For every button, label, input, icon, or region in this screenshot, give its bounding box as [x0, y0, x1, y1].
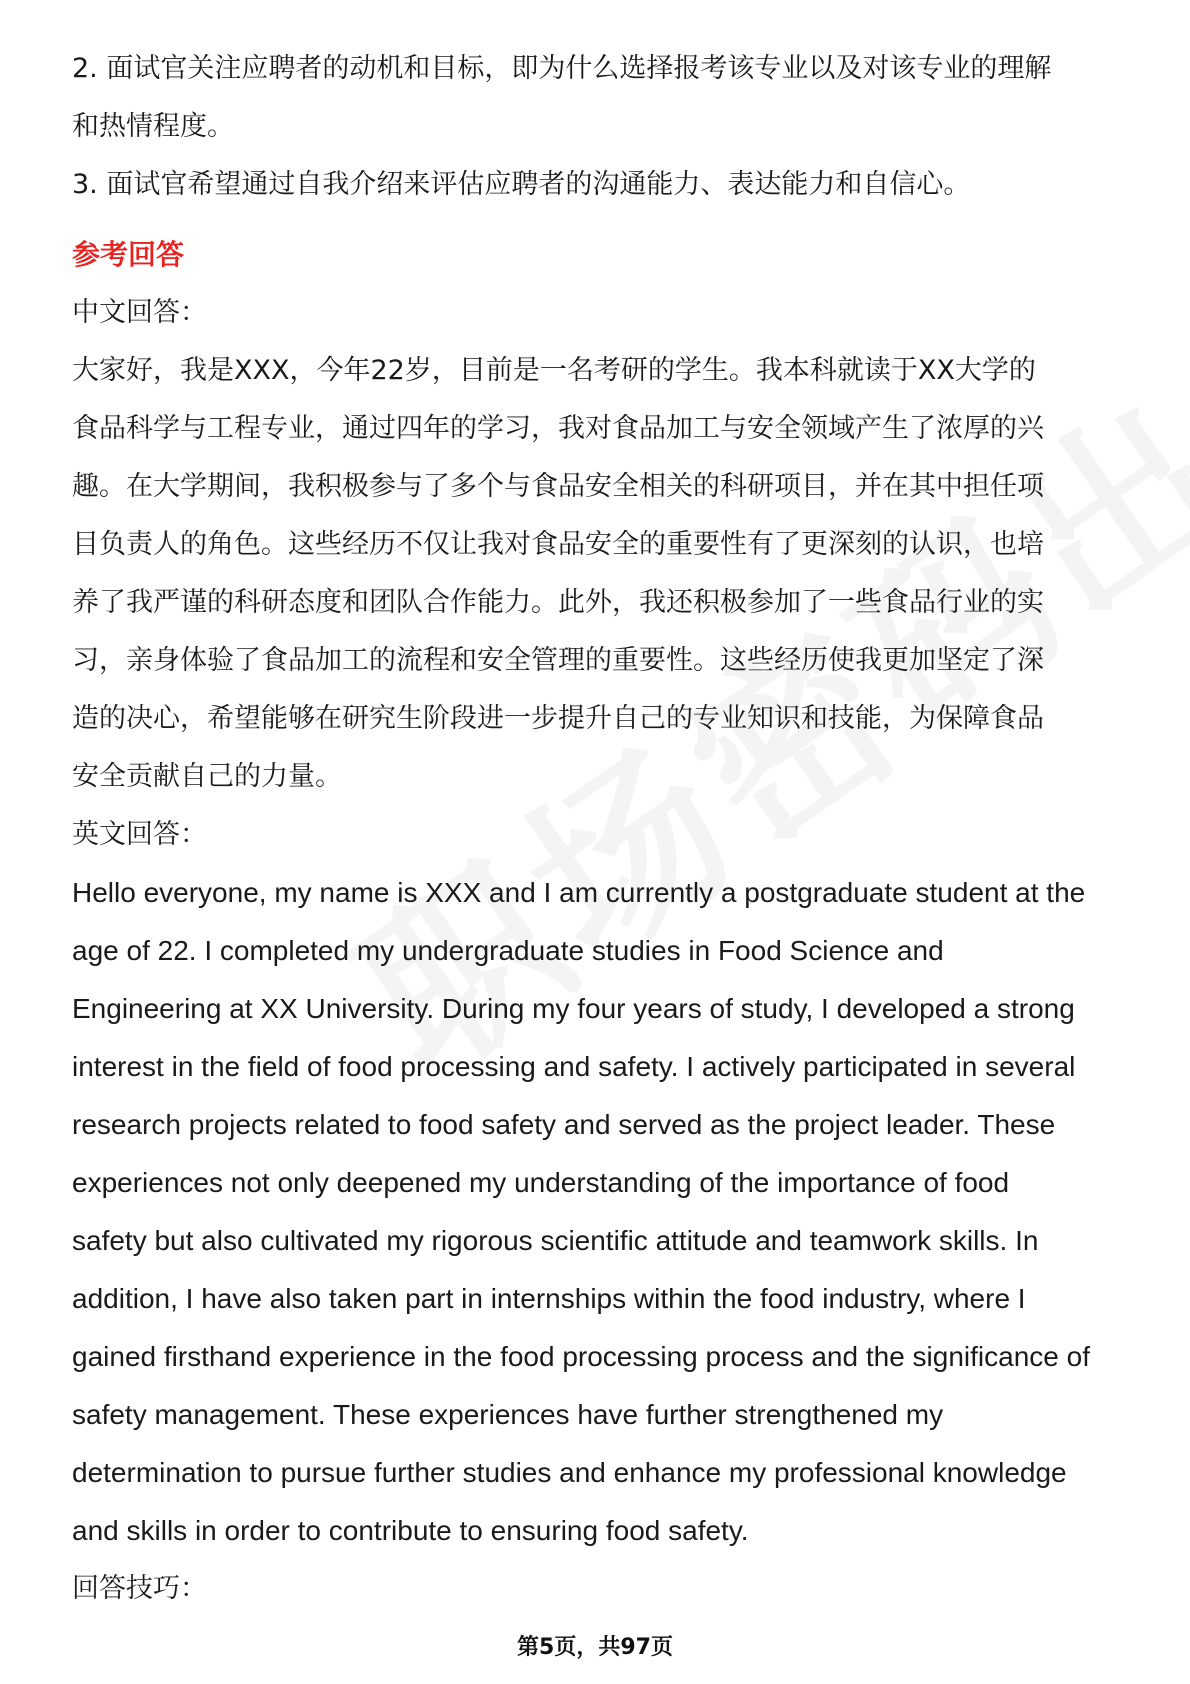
english-answer — [72, 864, 1132, 1560]
english-line: and skills in order to contribute to ensuring food safety. — [72, 1515, 749, 1546]
english-answer-heading: 英文回答： — [72, 819, 207, 850]
chinese-line: 造的决心，希望能够在研究生阶段进一步提升自己的专业知识和技能，为保障食品 — [72, 703, 1044, 734]
tips-heading: 回答技巧： — [72, 1573, 207, 1604]
chinese-line: 目负责人的角色。这些经历不仅让我对食品安全的重要性有了更深刻的认识，也培 — [72, 529, 1044, 560]
english-line: interest in the field of food processing and safety. I actively participated in several — [72, 1051, 1076, 1082]
chinese-answer-heading: 中文回答： — [72, 297, 207, 328]
english-line: determination to pursue further studies and enhance my professional knowledge — [72, 1457, 1067, 1488]
point-line: 和热情程度。 — [72, 111, 234, 142]
chinese-answer — [72, 342, 1132, 806]
english-line: Hello everyone, my name is XXX and I am currently a postgraduate student at the — [72, 877, 1086, 908]
chinese-line: 趣。在大学期间，我积极参与了多个与食品安全相关的科研项目，并在其中担任项 — [72, 471, 1044, 502]
english-line: gained firsthand experience in the food processing process and the significance of — [72, 1341, 1090, 1372]
english-line: Engineering at XX University. During my four years of study, I developed a strong — [72, 993, 1075, 1024]
english-line: experiences not only deepened my understanding of the importance of food — [72, 1167, 1010, 1198]
chinese-line: 大家好，我是XXX，今年22岁，目前是一名考研的学生。我本科就读于XX大学的 — [72, 355, 1036, 386]
english-line: safety but also cultivated my rigorous scientific attitude and teamwork skills. In — [72, 1225, 1039, 1256]
chinese-line: 习，亲身体验了食品加工的流程和安全管理的重要性。这些经历使我更加坚定了深 — [72, 645, 1044, 676]
chinese-line: 安全贡献自己的力量。 — [72, 761, 342, 792]
page-number: 第5页，共97页 — [517, 1635, 673, 1660]
english-line: age of 22. I completed my undergraduate studies in Food Science and — [72, 935, 944, 966]
english-line: research projects related to food safety and served as the project leader. These — [72, 1109, 1056, 1140]
page-content — [72, 40, 1132, 1618]
section-title: 参考回答 — [72, 238, 185, 271]
chinese-line: 养了我严谨的科研态度和团队合作能力。此外，我还积极参加了一些食品行业的实 — [72, 587, 1044, 618]
chinese-line: 食品科学与工程专业，通过四年的学习，我对食品加工与安全领域产生了浓厚的兴 — [72, 413, 1044, 444]
point-line: 3. 面试官希望通过自我介绍来评估应聘者的沟通能力、表达能力和自信心。 — [72, 169, 971, 200]
english-line: safety management. These experiences have further strengthened my — [72, 1399, 944, 1430]
english-line: addition, I have also taken part in internships within the food industry, where I — [72, 1283, 1026, 1314]
point-line: 2. 面试官关注应聘者的动机和目标，即为什么选择报考该专业以及对该专业的理解 — [72, 53, 1052, 84]
